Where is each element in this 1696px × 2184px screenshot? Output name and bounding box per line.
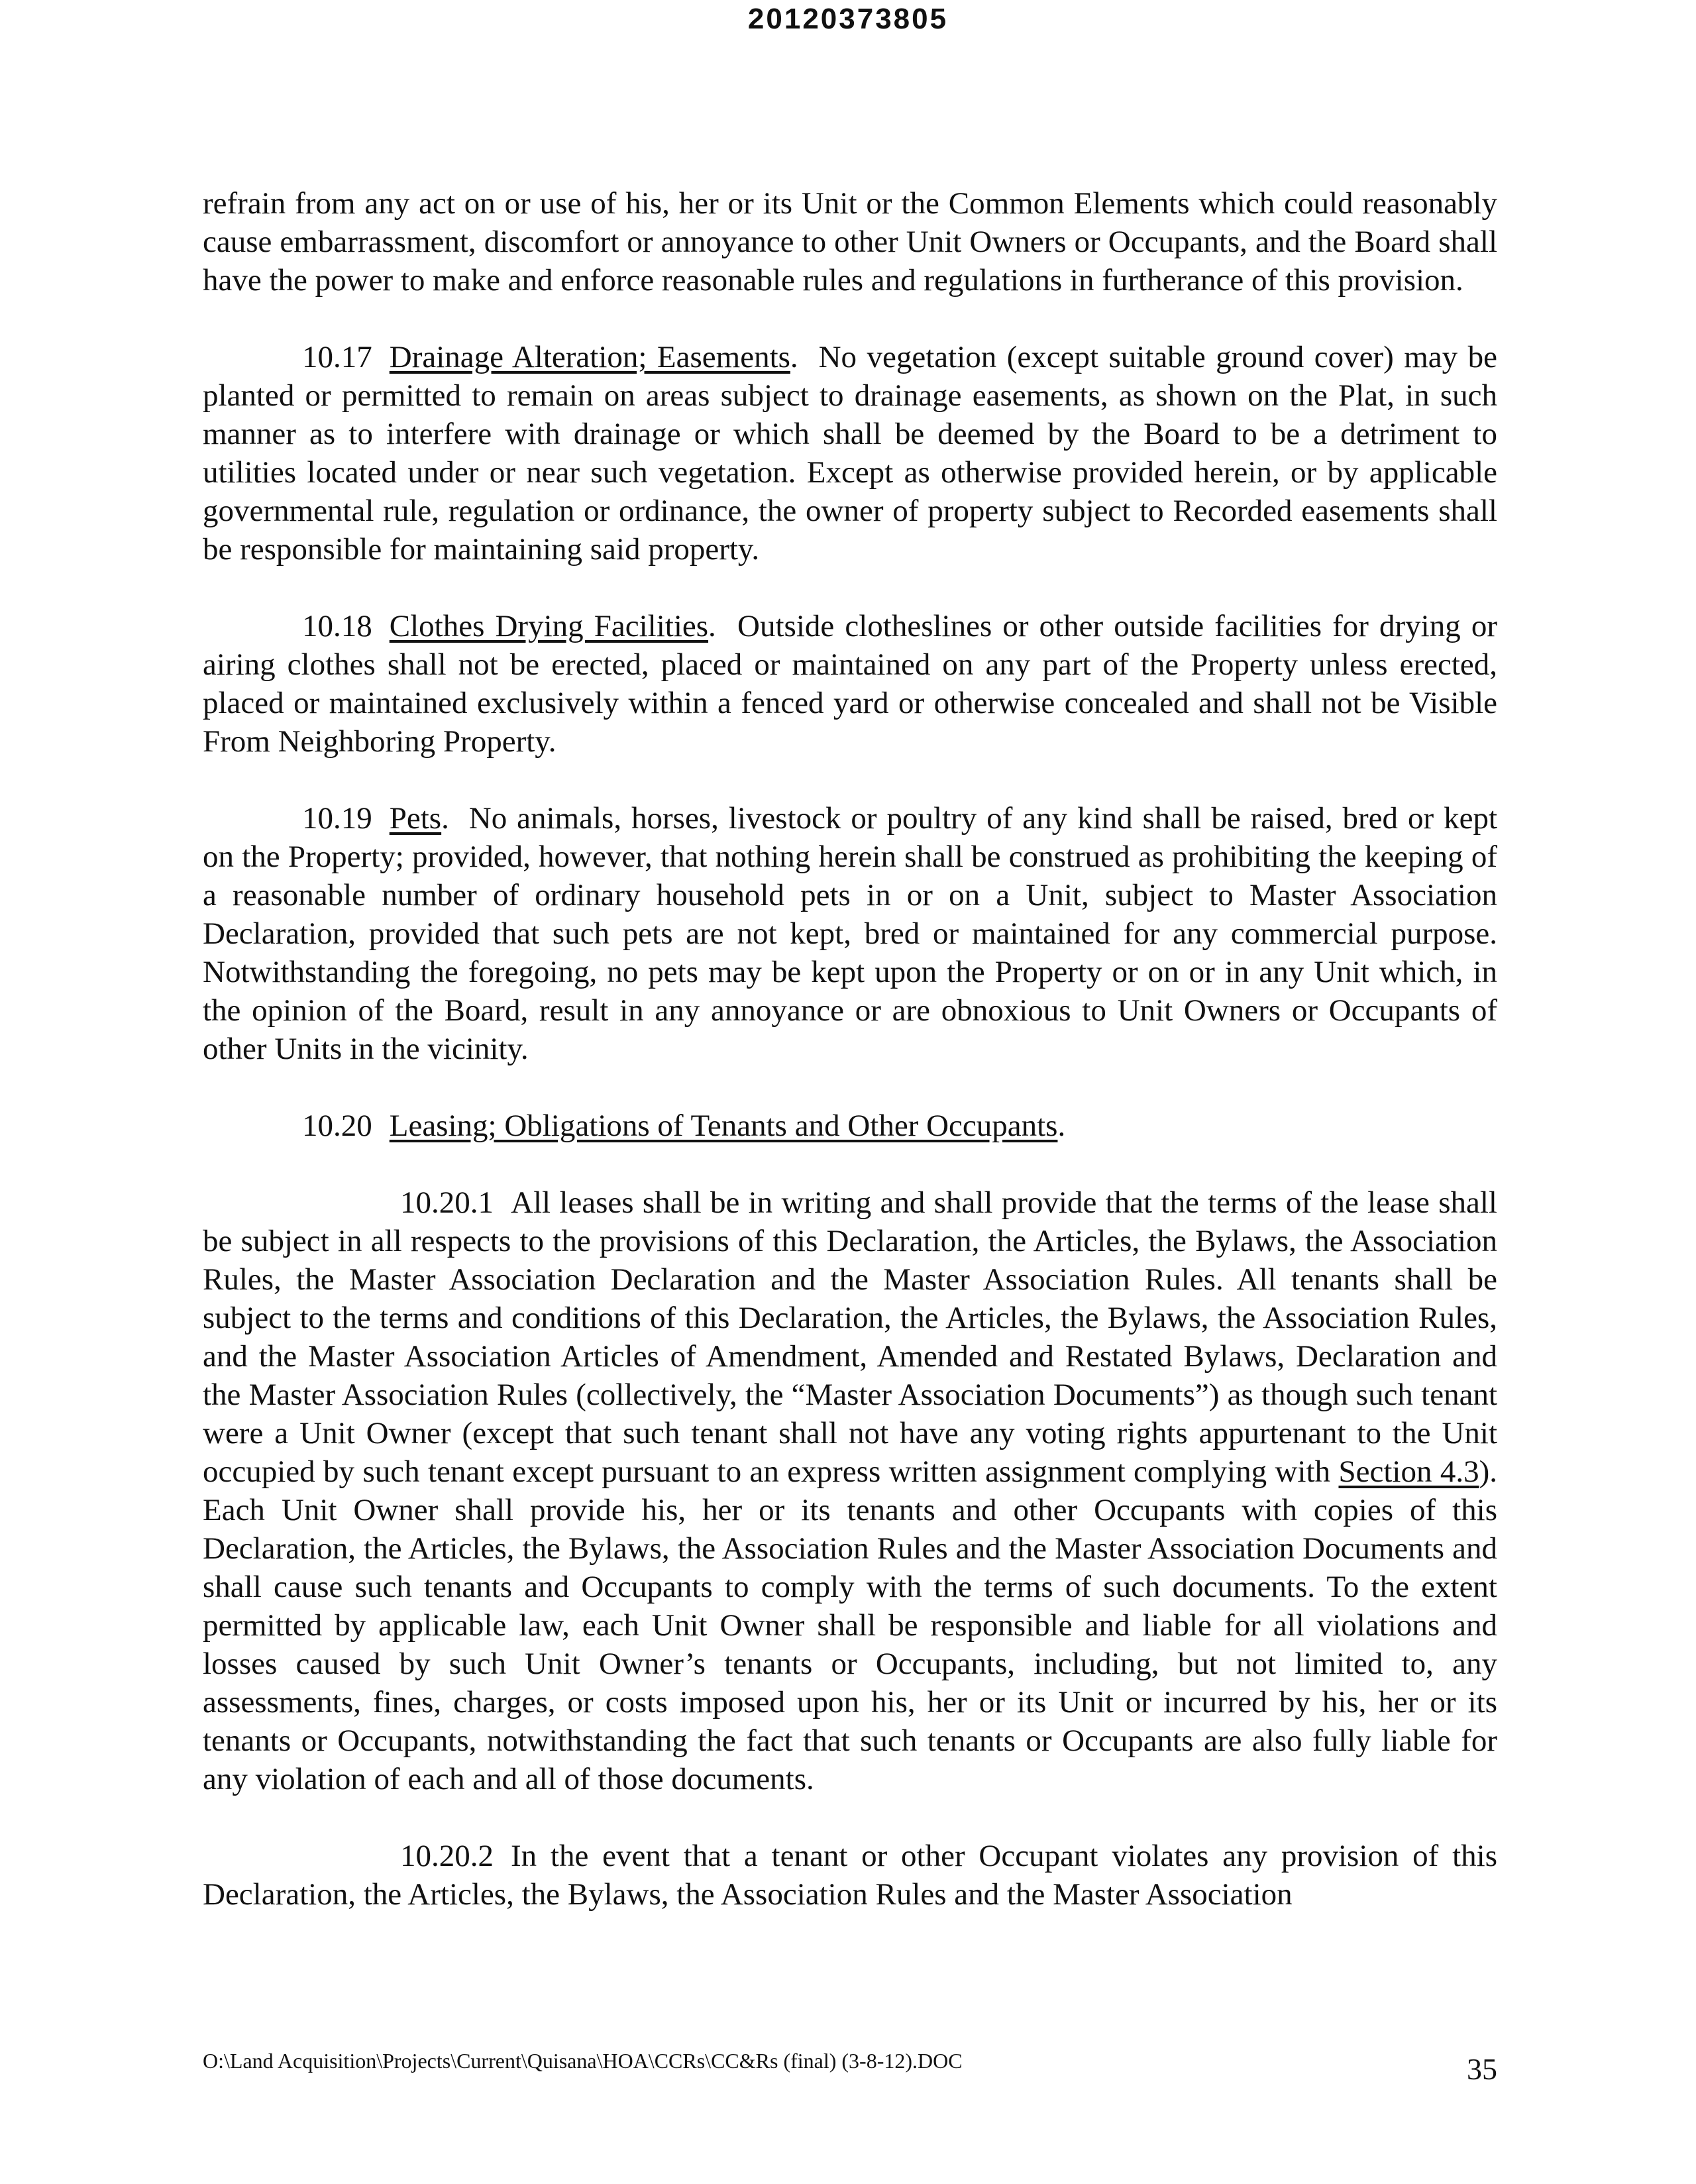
document-body: [203, 184, 1497, 1952]
section-4-3-reference: Section 4.3: [1338, 1454, 1479, 1489]
section-number: 10.19: [302, 801, 372, 836]
section-10-17: 10.17 Drainage Alteration; Easements. No vegetation (except suitable ground cover) may be planted or permitted to remain on areas subject to drainage easements, as shown on the Plat, in such manner as to interfere with drainage or which shall be deemed by the Board to be a detriment to utilities located under or near such vegetation. Except as otherwise provided herein, or by applicable governmental rule, regulation or ordinance, the owner of property subject to Recorded easements shall be responsible for maintaining said property.: [203, 340, 1497, 567]
section-10-20-2: [203, 1837, 1497, 1914]
paragraph-intro-text: refrain from any act on or use of his, her or its Unit or the Common Elements which could reasonably cause embarrassment, discomfort or annoyance to other Unit Owners or Occupants, and the Board shall have the power to make and enforce reasonable rules and regulations in furtherance of this provision.: [203, 186, 1497, 298]
section-number: 10.17: [302, 340, 372, 374]
section-10-20-1: [203, 1183, 1497, 1798]
section-10-18: 10.18 Clothes Drying Facilities. Outside clotheslines or other outside facilities for drying or airing clothes shall not be erected, placed or maintained on any part of the Property unless erected, placed or maintained exclusively within a fenced yard or otherwise concealed and shall not be Visible From Neighboring Property.: [203, 609, 1498, 759]
section-number: 10.20: [302, 1109, 372, 1143]
paragraph-intro: [203, 184, 1497, 300]
page-number: 35: [1467, 2052, 1497, 2086]
section-heading: Drainage Alteration; Easements: [389, 340, 790, 374]
section-number: 10.18: [302, 609, 372, 643]
section-text: In the event that a tenant or other Occupant violates any provision of this Declaration, the Articles, the Bylaws, the Association Rules and the Master Association: [203, 1839, 1497, 1912]
section-heading: Leasing; Obligations of Tenants and Other Occupants: [389, 1109, 1058, 1143]
document-number: 20120373805: [747, 3, 949, 35]
section-number: 10.20.2: [400, 1839, 494, 1873]
section-heading: Clothes Drying Facilities: [389, 609, 709, 643]
section-text-part-b: ). Each Unit Owner shall provide his, her or its tenants and other Occupants with copies of this Declaration, the Articles, the Bylaws, the Association Rules and the Master Association Documents and shall cause such tenants and Occupants to comply with the terms of such documents. To the extent permitted by applicable law, each Unit Owner shall be responsible and liable for all violations and losses caused by such Unit Owner’s tenants or Occupants, including, but not limited to, any assessments, fines, charges, or costs imposed upon his, her or its Unit or incurred by his, her or its tenants or Occupants, notwithstanding the fact that such tenants or Occupants are also fully liable for any violation of each and all of those documents.: [203, 1454, 1498, 1796]
section-10-20: 10.20 Leasing; Obligations of Tenants and Other Occupants.: [302, 1109, 1066, 1143]
section-text-part-a: All leases shall be in writing and shall provide that the terms of the lease shall be subject in all respects to the provisions of this Declaration, the Articles, the Bylaws, the Association Rules, the Master Association Declaration and the Master Association Rules. All tenants shall be subject to the terms and conditions of this Declaration, the Articles, the Bylaws, the Association Rules, and the Master Association Articles of Amendment, Amended and Restated Bylaws, Declaration and the Master Association Rules (collectively, the “Master Association Documents”) as though such tenant were a Unit Owner (except that such tenant shall not have any voting rights appurtenant to the Unit occupied by such tenant except pursuant to an express written assignment complying with: [203, 1185, 1497, 1489]
section-heading: Pets: [389, 801, 442, 836]
footer-file-path: O:\Land Acquisition\Projects\Current\Quisana\HOA\CCRs\CC&Rs (final) (3-8-12).DOC: [203, 2049, 963, 2073]
section-number: 10.20.1: [400, 1185, 494, 1220]
section-text: Outside clotheslines or other outside facilities for drying or airing clothes shall not be erected, placed or maintained on any part of the Property unless erected, placed or maintained exclusively within a fenced yard or otherwise concealed and shall not be Visible From Neighboring Property.: [203, 609, 1498, 759]
section-text: No vegetation (except suitable ground cover) may be planted or permitted to remain on areas subject to drainage easements, as shown on the Plat, in such manner as to interfere with drainage or which shall be deemed by the Board to be a detriment to utilities located under or near such vegetation. Except as otherwise provided herein, or by applicable governmental rule, regulation or ordinance, the owner of property subject to Recorded easements shall be responsible for maintaining said property.: [203, 340, 1497, 567]
section-10-19: 10.19 Pets. No animals, horses, livestock or poultry of any kind shall be raised, bred or kept on the Property; provided, however, that nothing herein shall be construed as prohibiting the keeping of a reasonable number of ordinary household pets in or on a Unit, subject to Master Association Declaration, provided that such pets are not kept, bred or maintained for any commercial purpose. Notwithstanding the foregoing, no pets may be kept upon the Property or on or in any Unit which, in the opinion of the Board, result in any annoyance or are obnoxious to Unit Owners or Occupants of other Units in the vicinity.: [203, 801, 1497, 1066]
section-text: No animals, horses, livestock or poultry of any kind shall be raised, bred or kept on the Property; provided, however, that nothing herein shall be construed as prohibiting the keeping of a reasonable number of ordinary household pets in or on a Unit, subject to Master Association Declaration, provided that such pets are not kept, bred or maintained for any commercial purpose. Notwithstanding the foregoing, no pets may be kept upon the Property or on or in any Unit which, in the opinion of the Board, result in any annoyance or are obnoxious to Unit Owners or Occupants of other Units in the vicinity.: [203, 801, 1497, 1066]
